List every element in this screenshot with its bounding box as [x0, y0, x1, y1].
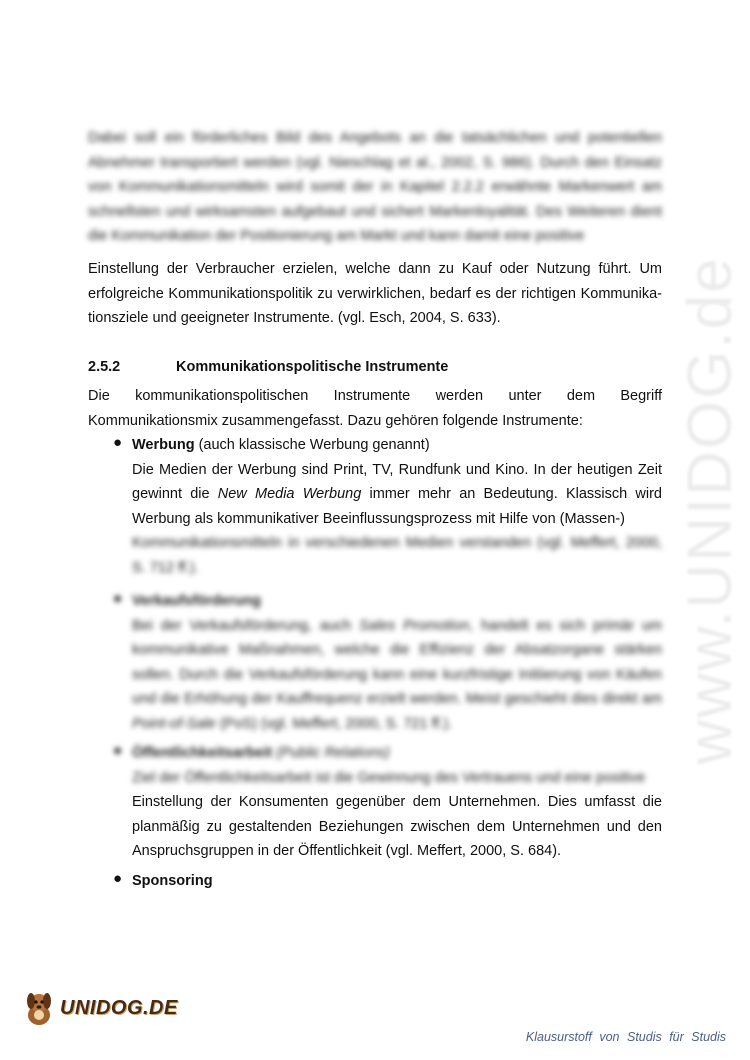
section-intro: Die kommunikationspolitischen Instrumente werden unter dem Begriff Kommunikationsmix zusammengefasst. Dazu gehören folgende Instrumente:: [88, 388, 662, 429]
item-heading-blurred: [132, 741, 662, 766]
item-title: Sponsoring: [132, 873, 213, 889]
bullet-icon: ●: [113, 590, 123, 607]
section-title: Kommunikationspolitische Instrumente: [176, 359, 449, 375]
footer-slogan: Klausurstoff von Studis für Studis: [525, 1030, 726, 1044]
bullet-icon: ●: [113, 870, 123, 887]
intro-paragraph-blurred: Dabei soll ein förderliches Bild des Angebots an die tatsächlichen und potentiellen Abnehmer transportiert werden (vgl. Nieschlag et al., 2002, S. 986). Durch den Einsatz von Kommunikationsmitteln wird somit der in Kapitel 2.2.2 erwähnte Markenwert am schnellsten und wirksamsten aufgebaut und sichert Markenloyalität. Des Weiteren dient die Kommunikation der Positionierung am Markt und kann damit eine positive: [88, 130, 662, 245]
section-heading: [88, 359, 448, 375]
item-text: Einstellung der Konsumenten gegenüber dem Unternehmen. Dies umfasst die planmäßig zu gestaltenden Beziehungen zwischen dem Unternehmen und den Anspruchsgruppen in der Öffentlichkeit (vgl. Meffert, 2000, S. 684).: [132, 794, 662, 860]
item-title-suffix: (auch klassische Werbung genannt): [194, 437, 430, 453]
dog-mascot-icon: [20, 988, 58, 1028]
item-title: Verkaufsförderung: [132, 593, 261, 609]
item-text-blurred: Kommunikationsmitteln in verschiedenen Medien verstanden (vgl. Meffert, 2000, S. 712 ff.).: [132, 535, 662, 576]
item-text-italic: New Media Werbung: [217, 486, 362, 503]
section-number: 2.5.2: [88, 359, 121, 375]
item-text: immer mehr an Bedeutung. Klassisch wird Werbung als kommunikativer Beeinflussungsprozess mit Hilfe von (Massen-): [132, 486, 662, 527]
watermark: www.UNIDOG.de: [675, 255, 745, 765]
bullet-icon: ●: [113, 742, 123, 759]
bullet-icon: ●: [113, 434, 123, 451]
item-text: Die Medien der Werbung sind Print, TV, Rundfunk und Kino. In der heutigen Zeit gewinnt die: [132, 461, 662, 503]
item-text: Bei der Verkaufsförderung, auch: [132, 617, 360, 634]
logo-text: UNIDOG.DE: [60, 996, 178, 1019]
list-item-verkaufsfoerderung: [132, 589, 662, 737]
list-item-oeffentlichkeitsarbeit: [132, 741, 662, 864]
item-title: Öffentlichkeitsarbeit: [132, 745, 273, 761]
item-text-blurred: Ziel der Öffentlichkeitsarbeit ist die Gewinnung des Vertrauens und eine positive: [132, 769, 646, 786]
list-item-werbung: [132, 433, 662, 581]
item-text-italic: Sales Promotion: [359, 617, 470, 634]
item-title: Werbung: [132, 437, 195, 453]
unidog-logo[interactable]: [20, 988, 178, 1028]
item-title-suffix: (Public Relations): [272, 745, 390, 761]
item-text: , handelt es sich primär um kommunikative Maßnahmen, welche die Effizienz der Absatzorgane stärken sollen. Durch die Verkaufsförderung kann eine kurzfristige Initiierung von Käufen und die Erhöhung der Kauffrequenz erzielt werden. Meist geschieht dies direkt am: [132, 617, 662, 708]
item-text: (PoS) (vgl. Meffert, 2000, S. 721 ff.).: [215, 715, 453, 732]
list-item-sponsoring: [132, 869, 662, 894]
item-text-italic: Point-of-Sale: [132, 715, 216, 732]
intro-paragraph: Einstellung der Verbraucher erzielen, welche dann zu Kauf oder Nutzung führt. Um erfolgreiche Kommunikationspolitik zu verwirklichen, bedarf es der richtigen Kommunika-tionsziele und geeigneter Instrumente. (vgl. Esch, 2004, S. 633).: [88, 261, 662, 327]
